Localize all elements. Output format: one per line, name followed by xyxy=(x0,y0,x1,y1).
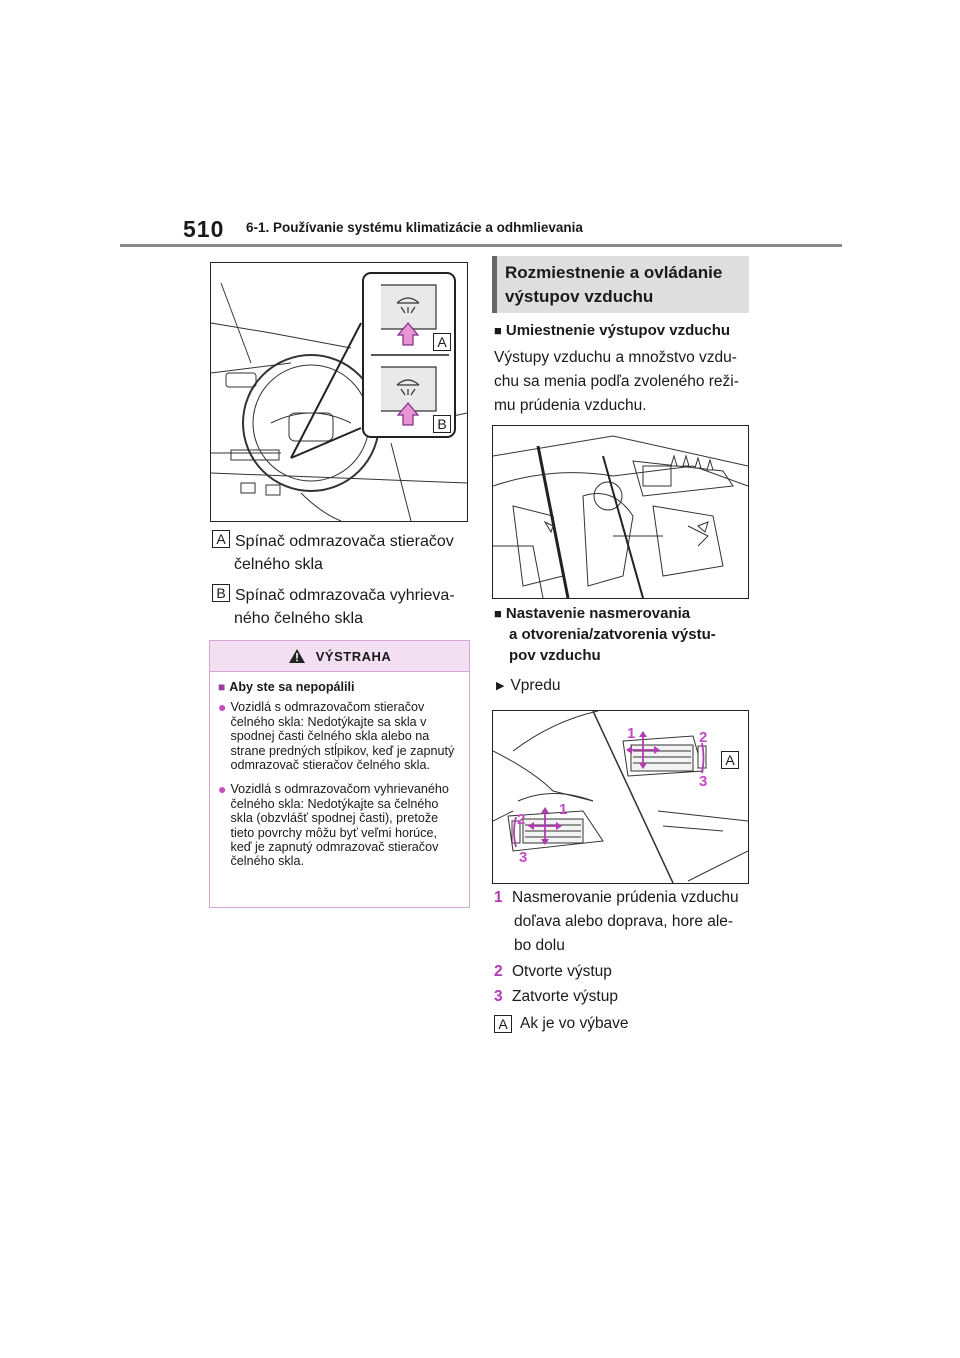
step-number: 2 xyxy=(494,963,503,980)
header-divider xyxy=(120,244,842,247)
vent-adjustment-figure xyxy=(492,710,749,884)
subheading-line: pov vzduchu xyxy=(509,647,601,664)
circle-bullet-icon: ● xyxy=(218,699,227,716)
warning-box xyxy=(209,640,470,908)
outlet-paragraph xyxy=(494,346,750,418)
vent-figure-tag-a: A xyxy=(721,751,739,769)
warning-subheading xyxy=(218,680,461,694)
warning-title: VÝSTRAHA xyxy=(315,648,392,664)
caption-a-line1: Spínač odmrazovača stieračov xyxy=(235,533,454,550)
defroster-switch-figure xyxy=(210,262,468,522)
section-title-line1: Rozmiestnenie a ovládanie xyxy=(505,263,723,282)
warning-item-text: Vozidlá s odmrazovačom stieračov čelného skla: Nedotýkajte sa skla v spodnej časti čelného skla alebo na strane predných stĺpikov, keď je zapnutý odmrazovač stieračov čelného skla. xyxy=(230,700,455,773)
warning-item xyxy=(218,700,461,772)
chapter-title: 6-1. Používanie systému klimatizácie a odhmlievania xyxy=(246,220,583,235)
step-text: doľava alebo doprava, hore ale- xyxy=(514,913,734,930)
step-item xyxy=(494,886,754,958)
warning-triangle-icon xyxy=(288,648,306,664)
caption-b-line2: ného čelného skla xyxy=(234,610,363,627)
warning-item xyxy=(218,782,461,868)
vent-number-2-upper: 2 xyxy=(699,729,708,746)
step-text: Nasmerovanie prúdenia vzduchu xyxy=(512,889,739,906)
section-heading xyxy=(492,256,749,313)
front-label xyxy=(496,674,560,698)
vent-number-1-upper: 1 xyxy=(627,725,636,742)
paragraph-line: Výstupy vzduchu a množstvo vzdu- xyxy=(494,349,737,366)
car-interior-figure xyxy=(492,425,749,599)
square-bullet-icon: ■ xyxy=(218,680,226,694)
warning-subheading-text: Aby ste sa nepopálili xyxy=(229,680,355,694)
circle-bullet-icon: ● xyxy=(218,781,227,798)
paragraph-line: mu prúdenia vzduchu. xyxy=(494,397,647,414)
step-text: Otvorte výstup xyxy=(512,963,612,980)
subheading-outlet-location xyxy=(494,320,730,341)
subheading-text: Umiestnenie výstupov vzduchu xyxy=(505,322,731,339)
caption-a xyxy=(212,530,468,576)
footnote-text: Ak je vo výbave xyxy=(520,1015,629,1032)
step-item xyxy=(494,985,754,1009)
front-label-text: Vpredu xyxy=(510,677,561,694)
step-number: 3 xyxy=(494,988,503,1005)
step-list xyxy=(494,886,754,1009)
vent-number-1-lower: 1 xyxy=(559,801,568,818)
vent-number-3-lower: 3 xyxy=(519,849,528,866)
vent-number-3-upper: 3 xyxy=(699,773,708,790)
page-number: 510 xyxy=(183,216,225,242)
subheading-outlet-adjustment xyxy=(494,603,750,666)
square-bullet-icon: ■ xyxy=(494,606,502,621)
figure-tag-b: B xyxy=(433,415,451,433)
triangle-bullet-icon: ▶ xyxy=(496,680,505,692)
caption-b xyxy=(212,584,468,630)
vent-number-2-lower: 2 xyxy=(517,811,526,828)
footnote xyxy=(494,1012,629,1036)
caption-tag-a: A xyxy=(212,530,230,548)
subheading-line: a otvorenia/zatvorenia výstu- xyxy=(509,626,716,643)
figure-tag-a: A xyxy=(433,333,451,351)
step-item xyxy=(494,960,754,984)
warning-item-text: Vozidlá s odmrazovačom vyhrievaného čelného skla: Nedotýkajte sa čelného skla (obzvlášť spodnej časti), pretože tieto povrchy môžu byť veľmi horúce, keď je zapnutý odmrazovač stieračov čelného skla. xyxy=(230,782,449,869)
section-title-line2: výstupov vzduchu xyxy=(505,287,654,306)
step-text: bo dolu xyxy=(514,937,565,954)
subheading-line: Nastavenie nasmerovania xyxy=(505,605,691,622)
paragraph-line: chu sa menia podľa zvoleného reži- xyxy=(494,373,739,390)
caption-tag-b: B xyxy=(212,584,230,602)
warning-header xyxy=(210,641,469,672)
footnote-tag-a: A xyxy=(494,1015,512,1033)
caption-b-line1: Spínač odmrazovača vyhrieva- xyxy=(235,587,455,604)
step-text: Zatvorte výstup xyxy=(512,988,618,1005)
square-bullet-icon: ■ xyxy=(494,323,502,338)
caption-a-line2: čelného skla xyxy=(234,556,323,573)
step-number: 1 xyxy=(494,889,503,906)
